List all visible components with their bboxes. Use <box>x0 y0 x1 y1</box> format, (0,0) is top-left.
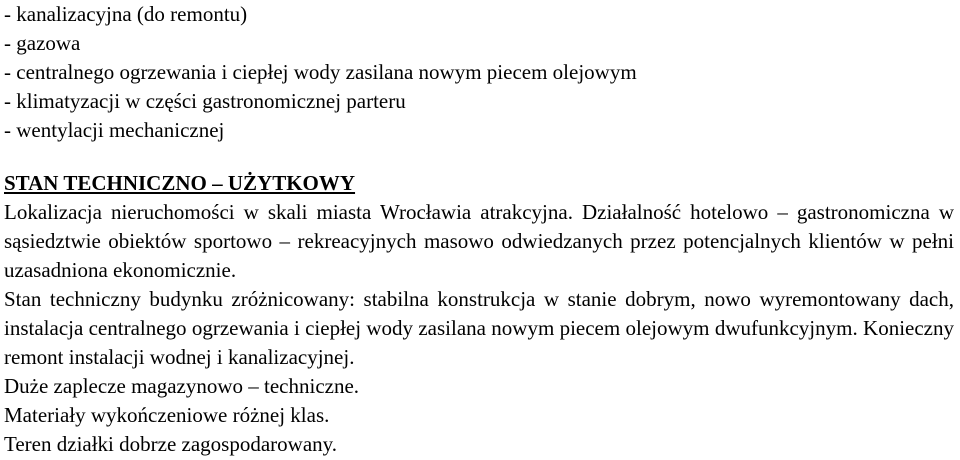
list-item: - gazowa <box>4 31 81 55</box>
list-item: - klimatyzacji w części gastronomicznej parteru <box>4 89 406 113</box>
list-item: - centralnego ogrzewania i ciepłej wody zasilana nowym piecem olejowym <box>4 60 637 84</box>
section-heading: STAN TECHNICZNO – UŻYTKOWY <box>4 171 356 195</box>
paragraph-materials: Materiały wykończeniowe różnej klas. <box>4 403 330 427</box>
paragraph-technical-condition: Stan techniczny budynku zróżnicowany: stabilna konstrukcja w stanie dobrym, nowo wyremontowany dach, instalacja centralnego ogrzewania i ciepłej wody zasilana nowym piecem olejowym dwufunkcyjnym. Konieczny remont instalacji wodnej i kanalizacyjnej. <box>4 287 954 369</box>
paragraph-land: Teren działki dobrze zagospodarowany. <box>4 432 338 456</box>
list-item: - kanalizacyjna (do remontu) <box>4 2 248 26</box>
list-item: - wentylacji mechanicznej <box>4 118 225 142</box>
paragraph-location: Lokalizacja nieruchomości w skali miasta Wrocławia atrakcyjna. Działalność hotelowo – gastronomiczna w sąsiedztwie obiektów sportowo – rekreacyjnych masowo odwiedzanych przez potencjalnych klientów w pełni uzasadniona ekonomicznie. <box>4 200 954 282</box>
section-body <box>4 198 954 459</box>
installations-list <box>4 0 637 145</box>
paragraph-storage: Duże zaplecze magazynowo – techniczne. <box>4 374 360 398</box>
